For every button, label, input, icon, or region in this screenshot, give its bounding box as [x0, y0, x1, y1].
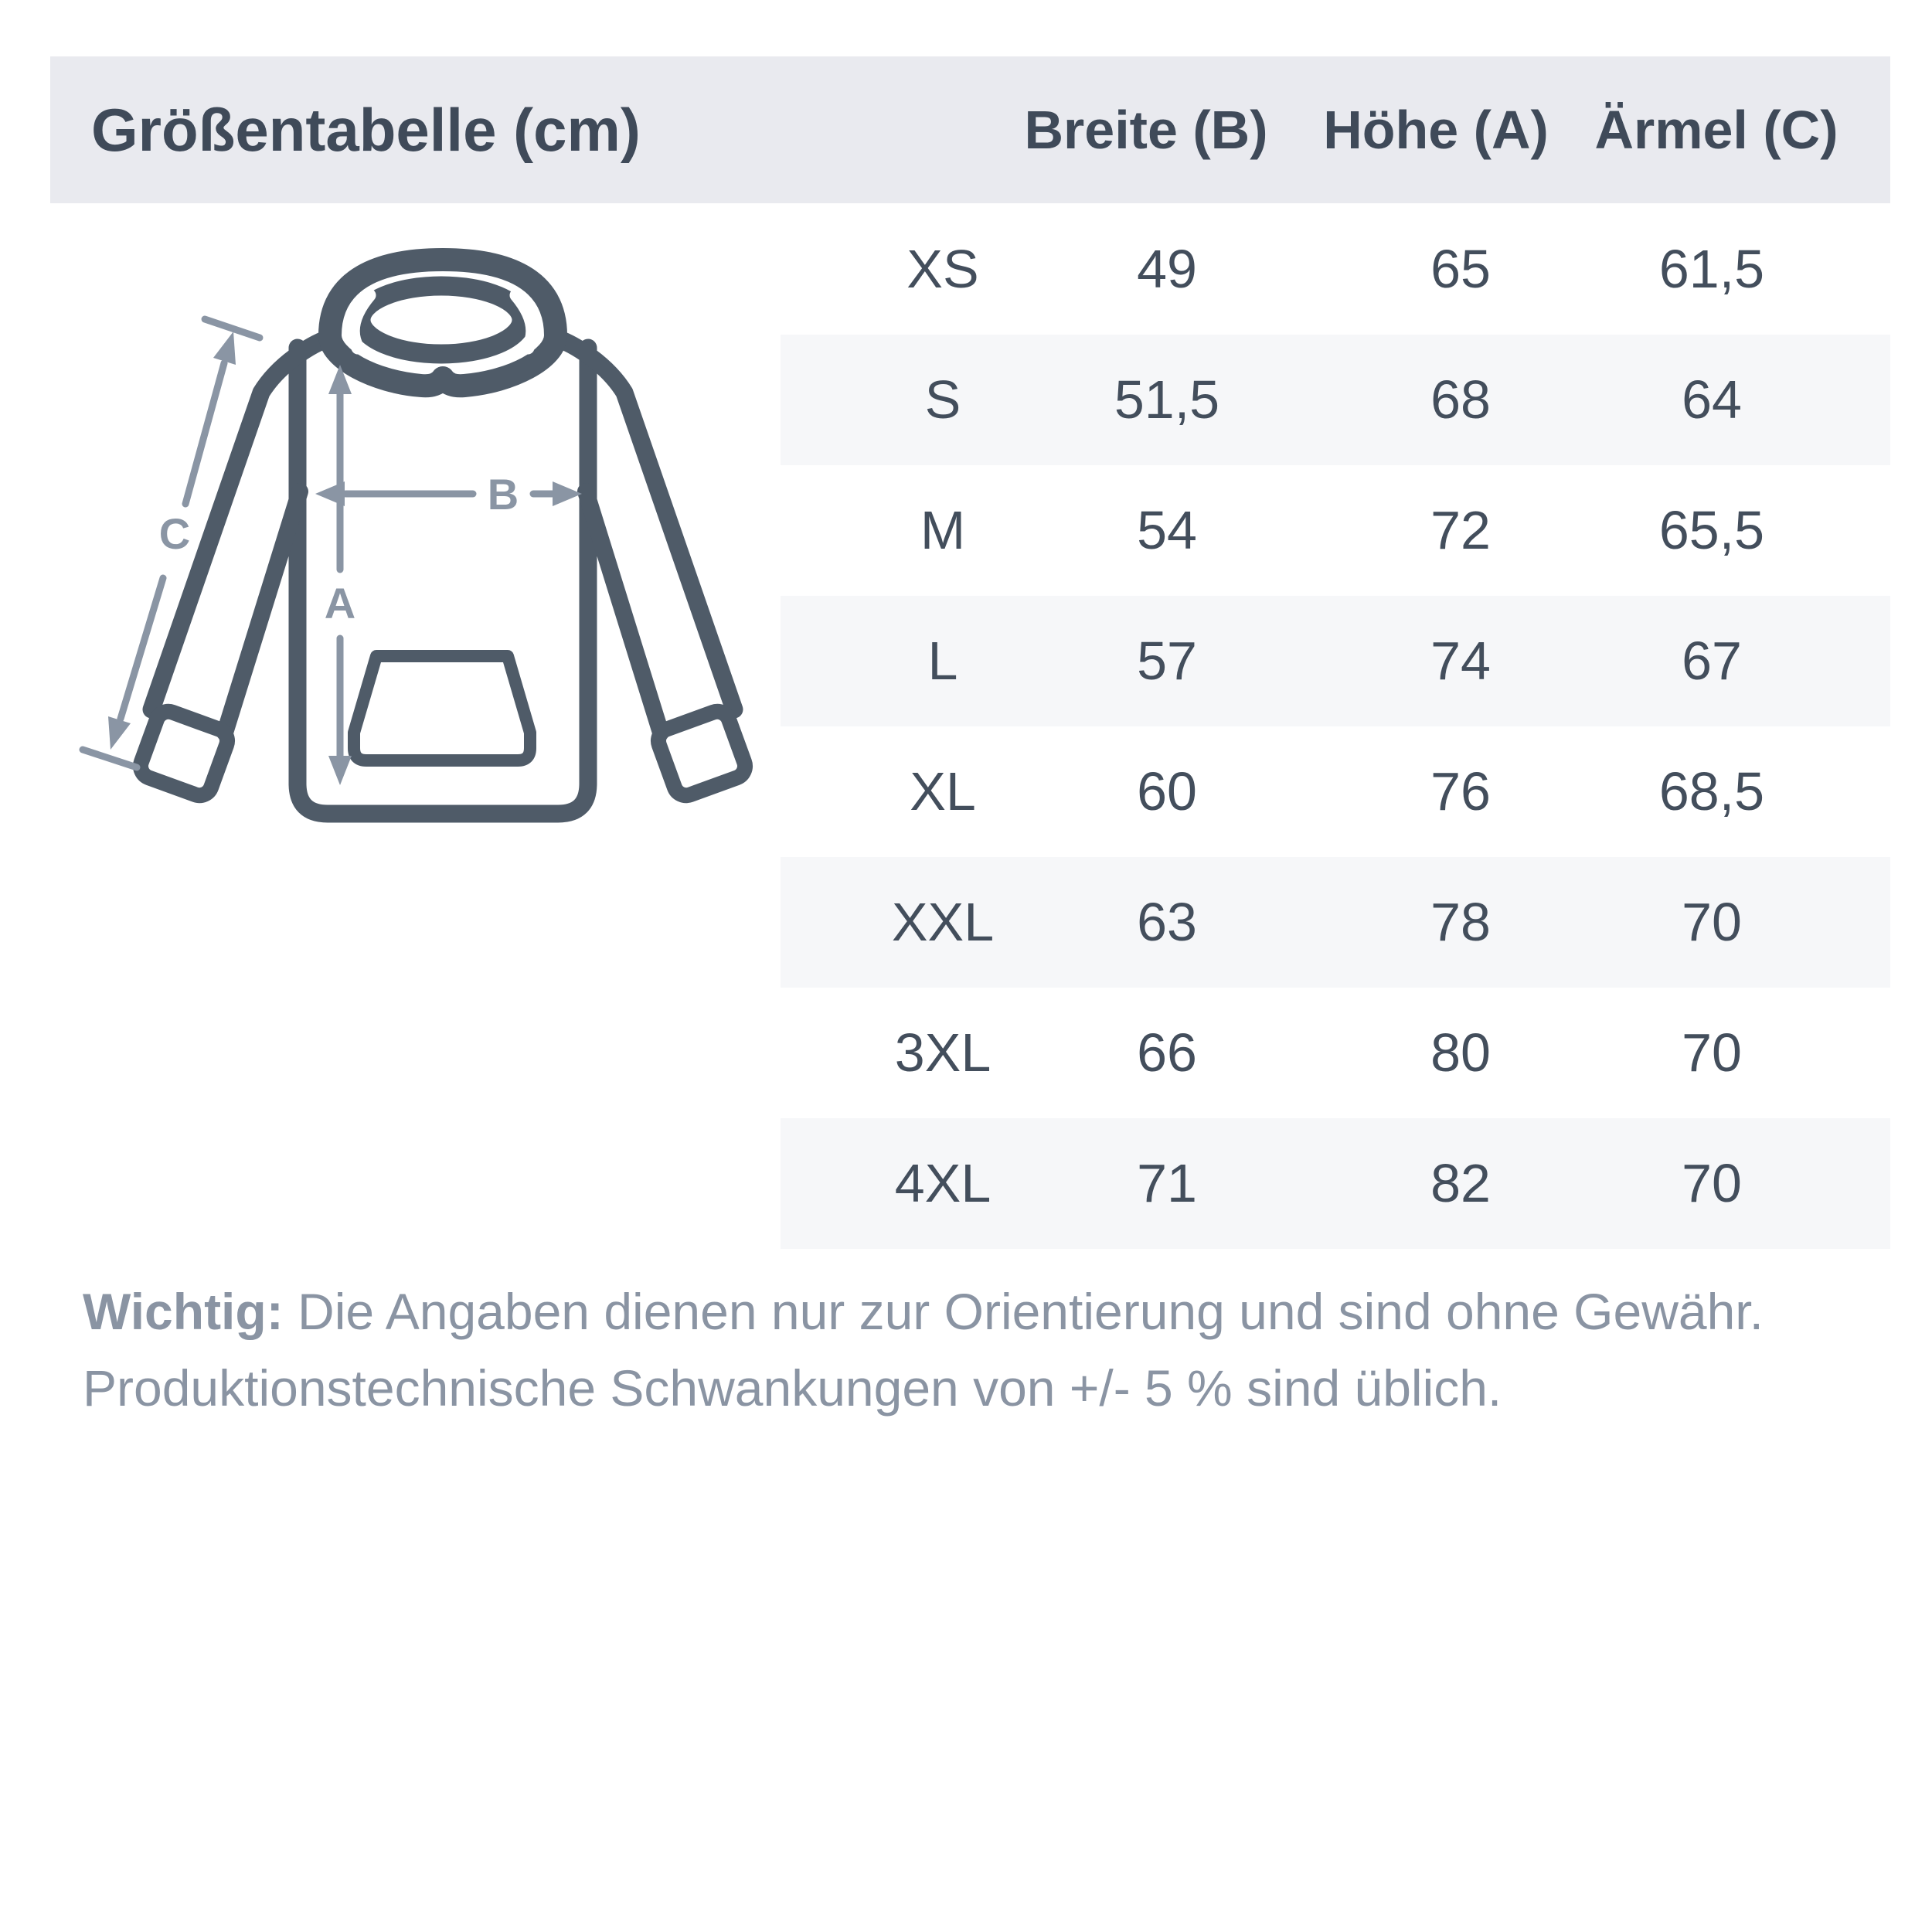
left-sleeve-inner [225, 492, 300, 733]
footer-note-bold: Wichtig: [83, 1283, 284, 1340]
arrowhead-c-down-icon [108, 716, 131, 750]
breite-value: 57 [1137, 631, 1197, 691]
footer-note-line1-rest: Die Angaben dienen nur zur Orientierung und sind ohne Gewähr. [283, 1283, 1764, 1340]
footer-note-line1 [83, 1283, 1764, 1340]
footer-note-line2: Produktionstechnische Schwankungen von +/- 5 % sind üblich. [83, 1359, 1502, 1417]
table-row [781, 1118, 1890, 1249]
table-row [781, 465, 1890, 596]
table-row [781, 596, 1890, 726]
breite-value: 51,5 [1114, 369, 1220, 430]
size-label: L [927, 631, 958, 691]
aermel-value: 70 [1682, 892, 1742, 952]
hoehe-value: 76 [1430, 761, 1491, 821]
table-header-bar [50, 56, 1890, 203]
left-cuff [138, 708, 231, 798]
hoehe-value: 82 [1430, 1153, 1491, 1213]
kangaroo-pocket [354, 656, 530, 760]
table-row [781, 988, 1890, 1118]
table-row [781, 335, 1890, 465]
aermel-value: 64 [1682, 369, 1742, 430]
breite-value: 66 [1137, 1022, 1197, 1083]
hoehe-value: 78 [1430, 892, 1491, 952]
aermel-value: 70 [1682, 1022, 1742, 1083]
dim-c-tick-bottom [83, 750, 137, 767]
size-label: XS [906, 239, 979, 299]
right-sleeve-inner [586, 492, 661, 733]
hoehe-value: 65 [1430, 239, 1491, 299]
size-label: M [920, 500, 966, 560]
breite-value: 63 [1137, 892, 1197, 952]
right-cuff [655, 708, 749, 798]
hoodie-measurement-diagram [46, 246, 788, 837]
hoehe-value: 74 [1430, 631, 1491, 691]
hoehe-value: 72 [1430, 500, 1491, 560]
aermel-value: 67 [1682, 631, 1742, 691]
footer-note [83, 1274, 1876, 1427]
hoehe-value: 80 [1430, 1022, 1491, 1083]
dim-label-c: C [158, 509, 191, 558]
aermel-value: 61,5 [1658, 239, 1765, 299]
size-label: 4XL [894, 1153, 992, 1213]
size-label: XXL [891, 892, 995, 952]
arrowhead-b-right-icon [553, 481, 582, 506]
dim-label-b: B [487, 470, 519, 519]
arrowhead-b-left-icon [315, 481, 345, 506]
table-row [781, 204, 1890, 335]
hood-inner [361, 286, 522, 354]
aermel-value: 70 [1682, 1153, 1742, 1213]
breite-value: 49 [1137, 239, 1197, 299]
column-header-breite: Breite (B) [1024, 100, 1268, 160]
dim-label-a: A [324, 579, 356, 628]
breite-value: 54 [1137, 500, 1197, 560]
page-title: Größentabelle (cm) [91, 96, 641, 164]
size-label: 3XL [894, 1022, 992, 1083]
dim-c-shaft-top [185, 363, 224, 504]
column-header-aermel: Ärmel (C) [1594, 100, 1838, 160]
size-label: XL [910, 761, 976, 821]
column-header-hoehe: Höhe (A) [1323, 100, 1549, 160]
arrowhead-c-up-icon [213, 332, 236, 365]
breite-value: 71 [1137, 1153, 1197, 1213]
size-label: S [924, 369, 961, 430]
table-row [781, 857, 1890, 988]
table-row [781, 726, 1890, 857]
aermel-value: 68,5 [1658, 761, 1765, 821]
breite-value: 60 [1137, 761, 1197, 821]
hoehe-value: 68 [1430, 369, 1491, 430]
aermel-value: 65,5 [1658, 500, 1765, 560]
arrowhead-a-down-icon [328, 756, 352, 785]
